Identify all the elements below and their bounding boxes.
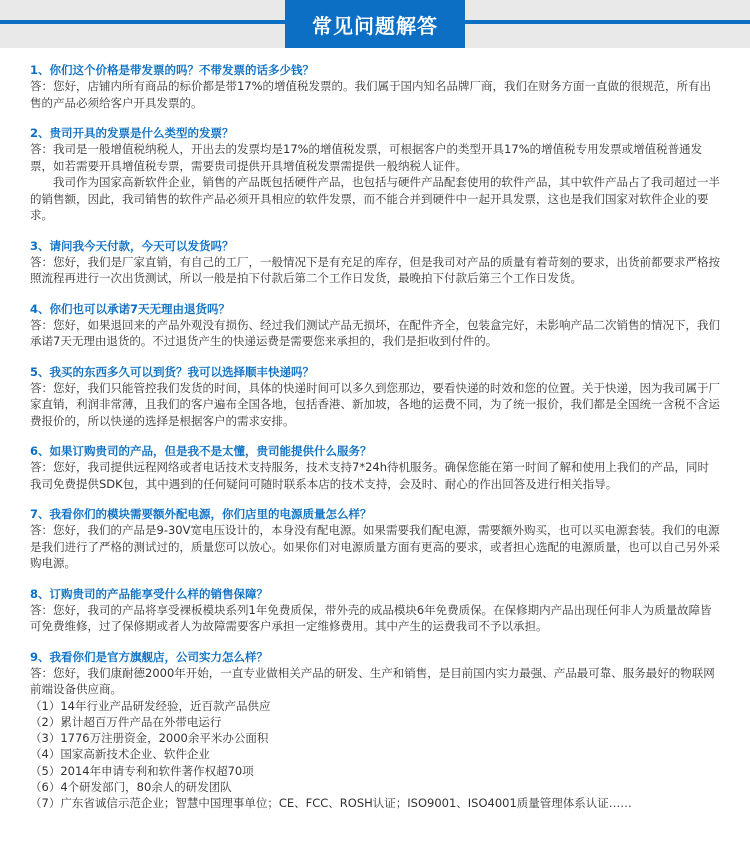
faq-question: 1、你们这个价格是带发票的吗？不带发票的话多少钱？: [30, 63, 314, 77]
faq-answer: 答：您好，我们只能管控我们发货的时间，具体的快递时间可以多久到您那边，要看快递的时效和您的位置。关于快递，因为我司属于厂家直销，利润非常薄，且我们的客户遍布全国各地，包括香港、新加坡，各地的运费不同，为了统一报价，我们都是全国统一含税不含运费报价的，所以快递的选择是根据客户的需求安排。: [30, 380, 720, 428]
faq-answer: 答：您好，我司的产品将享受裸板模块系列1年免费质保，带外壳的成品模块6年免费质保。在保修期内产品出现任何非人为质量故障皆可免费维修，过了保修期或者人为故障需要客户承担一定维修费用。其中产生的运费我司不予以承担。: [30, 602, 712, 633]
company-fact: （5）2014年申请专利和软件著作权超70项: [30, 763, 254, 778]
faq-item-3: [30, 238, 720, 287]
company-fact: （3）1776万注册资金，2000余平米办公面积: [30, 731, 269, 746]
company-fact: （7）广东省诚信示范企业；智慧中国理事单位；CE、FCC、ROSH认证；ISO9001、ISO4001质量管理体系认证……: [30, 796, 632, 811]
faq-answer: 答：您好，我们的产品是9-30V宽电压设计的，本身没有配电源。如果需要我们配电源，需要额外购买，也可以买电源套装。我们的电源是我们进行了严格的测试过的，质量您可以放心。如果你们对电源质量方面有更高的要求，或者担心选配的电源质量，也可以自己另外采购电源。: [30, 523, 720, 570]
company-fact: （4）国家高新技术企业、软件企业: [30, 747, 210, 762]
faq-question: 8、订购贵司的产品能享受什么样的销售保障？: [30, 586, 268, 601]
faq-answer: 答：您好，我们是厂家直销，有自己的工厂，一般情况下是有充足的库存，但是我司对产品的质量有着苛刻的要求，出货前都要求严格按照流程再进行一次出货测试，所以一般是拍下付款后第二个工作日发货，最晚拍下付款后第三个工作日发货。: [30, 254, 720, 285]
company-fact: （2）累计超百万件产品在外带电运行: [30, 714, 222, 729]
faq-answer: 答：您好，如果退回来的产品外观没有损伤、经过我们测试产品无损坏，在配件齐全，包装盒完好，未影响产品二次销售的情况下，我们承诺7天无理由退货的。不过退货产生的快递运费是需要您来承担的，我们是拒收到付件的。: [30, 317, 720, 348]
page-title: 常见问题解答: [285, 0, 465, 48]
faq-question: 3、请问我今天付款，今天可以发货吗？: [30, 238, 234, 253]
faq-question: 9、我看你们是官方旗舰店，公司实力怎么样？: [30, 649, 268, 664]
faq-item-4: [30, 301, 720, 350]
company-fact: （1）14年行业产品研发经验，近百款产品供应: [30, 698, 271, 713]
faq-item-8: [30, 586, 720, 635]
faq-question: 2、贵司开具的发票是什么类型的发票？: [30, 126, 234, 140]
faq-answer-continued: 我司作为国家高新软件企业，销售的产品既包括硬件产品，也包括与硬件产品配套使用的软件产品，其中软件产品占了我司超过一半的销售额，因此，我司销售的软件产品必须开具相应的软件发票，而不能合并到硬件中一起开具发票，这也是我们国家对软件企业的要求。: [30, 175, 720, 222]
faq-item-6: [30, 443, 720, 492]
faq-question: 5、我买的东西多久可以到货？我可以选择顺丰快递吗？: [30, 364, 314, 379]
faq-item-5: [30, 364, 720, 430]
faq-item-9: [30, 649, 720, 812]
faq-question: 4、你们也可以承诺7天无理由退货吗？: [30, 301, 231, 316]
faq-item-2: [30, 125, 720, 224]
faq-item-1: [30, 62, 720, 111]
faq-question: 7、我看你们的模块需要额外配电源，你们店里的电源质量怎么样？: [30, 507, 372, 521]
faq-answer: 答：您好，店铺内所有商品的标价都是带17%的增值税发票的。我们属于国内知名品牌厂商，我们在财务方面一直做的很规范，所有出售的产品必须给客户开具发票的。: [30, 79, 712, 110]
faq-list: [0, 62, 750, 812]
faq-answer: 答：您好，我们康耐德2000年开始，一直专业做相关产品的研发、生产和销售，是目前国内实力最强、产品最可靠、服务最好的物联网前端设备供应商。: [30, 665, 715, 696]
faq-answer: 答：您好，我司提供远程网络或者电话技术支持服务，技术支持7*24h待机服务。确保您能在第一时间了解和使用上我们的产品，同时我司免费提供SDK包，其中遇到的任何疑问可随时联系本店的技术支持，会及时、耐心的作出回答及进行相关指导。: [30, 460, 709, 491]
faq-question: 6、如果订购贵司的产品，但是我不是太懂，贵司能提供什么服务？: [30, 444, 372, 458]
company-fact: （6）4个研发部门，80余人的研发团队: [30, 779, 232, 794]
faq-item-7: [30, 506, 720, 572]
page-header: [0, 0, 750, 48]
faq-answer: 答：我司是一般增值税纳税人，开出去的发票均是17%的增值税发票，可根据客户的类型开具17%的增值税专用发票或增值税普通发票，如若需要开具增值税专票，需要贵司提供开具增值税发票需提供一般纳税人证件。: [30, 142, 703, 173]
